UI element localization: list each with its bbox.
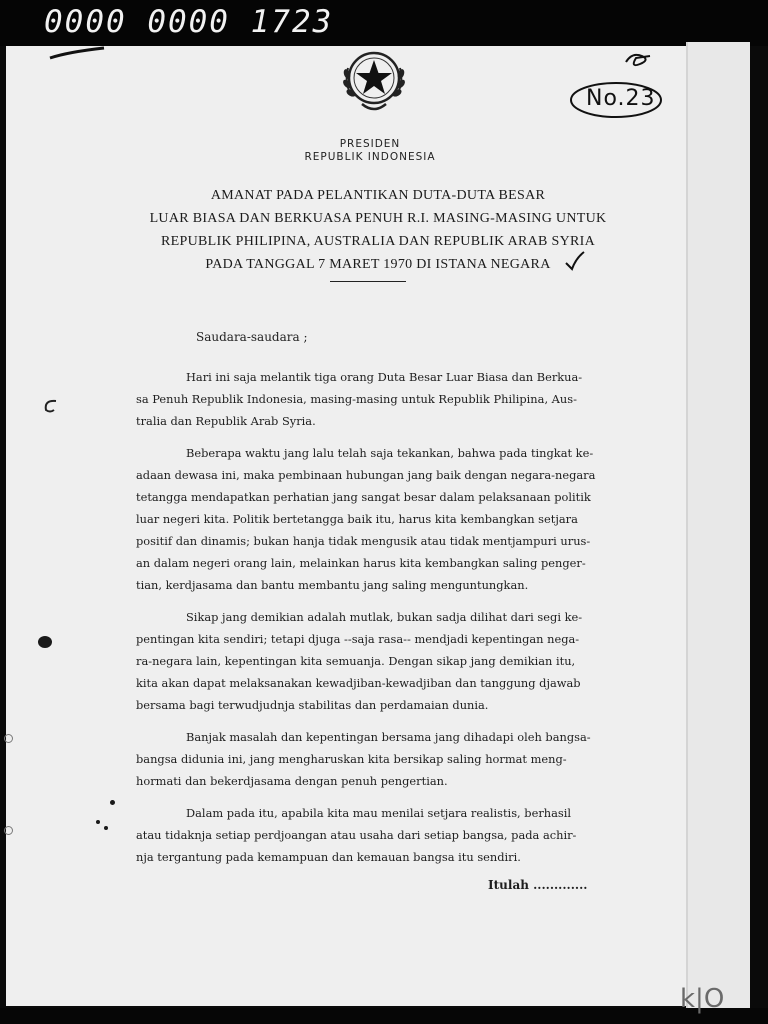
- text-line: tian, kerdjasama dan bantu membantu jang saling menguntungkan.: [136, 578, 529, 592]
- text-line: nja tergantung pada kemampuan dan kemauan bangsa itu sendiri.: [136, 850, 521, 864]
- scan-speck: [38, 636, 52, 648]
- title-line: LUAR BIASA DAN BERKUASA PENUH R.I. MASING-MASING UNTUK: [149, 211, 607, 226]
- handwritten-document-number: No.23: [586, 86, 656, 111]
- title-line: PADA TANGGAL 7 MARET 1970 DI ISTANA NEGARA: [205, 257, 551, 272]
- text-line: hormati dan bekerdjasama dengan penuh pengertian.: [136, 774, 448, 788]
- text-line: Beberapa waktu jang lalu telah saja tekankan, bahwa pada tingkat ke-: [186, 446, 594, 460]
- text-line: Hari ini saja melantik tiga orang Duta Besar Luar Biasa dan Berkua-: [186, 370, 583, 384]
- emblem-icon: [334, 44, 414, 120]
- film-top-band: [0, 0, 768, 46]
- document-title: [136, 184, 620, 276]
- text-line: positif dan dinamis; bukan hanja tidak mengusik atau tidak mentjampuri urus-: [136, 534, 591, 548]
- punch-hole: [4, 826, 13, 835]
- text-line: ra-negara lain, kepentingan kita semuanja. Dengan sikap jang demikian itu,: [136, 654, 576, 668]
- text-line: Sikap jang demikian adalah mutlak, bukan sadja dilihat dari segi ke-: [186, 610, 583, 624]
- text-line: sa Penuh Republik Indonesia, masing-masing untuk Republik Philipina, Aus-: [136, 392, 577, 406]
- text-line: atau tidaknja setiap perdjoangan atau usaha dari setiap bangsa, pada achir-: [136, 828, 577, 842]
- title-line: AMANAT PADA PELANTIKAN DUTA-DUTA BESAR: [210, 188, 546, 203]
- text-line: tralia dan Republik Arab Syria.: [136, 414, 316, 428]
- text-line: bersama bagi terwudjudnja stabilitas dan perdamaian dunia.: [136, 698, 489, 712]
- scan-speck: [104, 826, 108, 830]
- scan-speck: [110, 800, 115, 805]
- text-line: bangsa didunia ini, jang mengharuskan kita bersikap saling hormat meng-: [136, 752, 567, 766]
- paragraph-3: [136, 606, 636, 716]
- letterhead: [280, 138, 460, 164]
- title-line: REPUBLIK PHILIPINA, AUSTRALIA DAN REPUBLIK ARAB SYRIA: [161, 234, 595, 249]
- scan-mark-icon: [40, 398, 60, 414]
- text-line: tetangga mendapatkan perhatian jang sangat besar dalam pelaksanaan politik: [136, 490, 591, 504]
- frame-number: 0000 0000 1723: [44, 4, 334, 40]
- paragraph-5: [136, 802, 636, 868]
- film-bottom-band: [0, 1008, 768, 1024]
- text-line: Dalam pada itu, apabila kita mau menilai setjara realistis, berhasil: [186, 806, 572, 820]
- title-underline: [330, 281, 406, 282]
- paragraph-2: [136, 442, 636, 596]
- letterhead-line-1: PRESIDEN: [339, 138, 401, 150]
- page-edge: [686, 42, 750, 1010]
- closing-text: Itulah .............: [488, 878, 588, 892]
- text-line: pentingan kita sendiri; tetapi djuga --saja rasa-- mendjadi kepentingan nega-: [136, 632, 580, 646]
- scribble-icon: [620, 48, 660, 72]
- body-text: [136, 366, 636, 878]
- scan-speck: [96, 820, 100, 824]
- punch-hole: [4, 734, 13, 743]
- film-mark: k|O: [680, 984, 725, 1014]
- salutation: Saudara-saudara ;: [196, 330, 308, 344]
- paragraph-4: [136, 726, 636, 792]
- text-line: adaan dewasa ini, maka pembinaan hubungan jang baik dengan negara-negara: [136, 468, 596, 482]
- text-line: an dalam negeri orang lain, melainkan harus kita kembangkan saling penger-: [136, 556, 586, 570]
- text-line: kita akan dapat melaksanakan kewadjiban-kewadjiban dan tanggung djawab: [136, 676, 581, 690]
- text-line: luar negeri kita. Politik bertetangga baik itu, harus kita kembangkan setjara: [136, 512, 578, 526]
- letterhead-line-2: REPUBLIK INDONESIA: [304, 151, 436, 163]
- paragraph-1: [136, 366, 636, 432]
- text-line: Banjak masalah dan kepentingan bersama jang dihadapi oleh bangsa-: [186, 730, 591, 744]
- scan-mark-icon: [48, 44, 108, 62]
- checkmark-icon: [564, 250, 586, 272]
